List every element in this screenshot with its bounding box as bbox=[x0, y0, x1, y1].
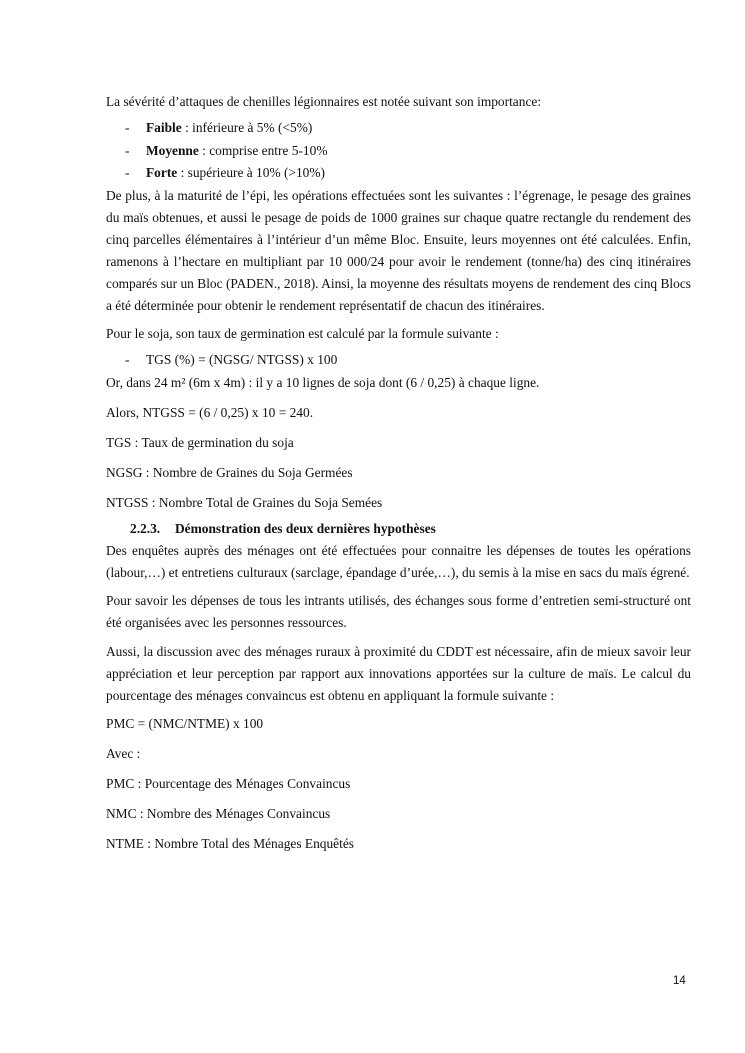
para-enquetes: Des enquêtes auprès des ménages ont été effectuées pour connaitre les dépenses de toutes les opérations (labour,…) et entretiens culturaux (sarclage, épandage d’urée,…), du semis à la mise en sacs du maïs égrené. bbox=[106, 542, 691, 580]
severity-desc: : comprise entre 5-10% bbox=[198, 142, 328, 158]
severity-intro: La sévérité d’attaques de chenilles légionnaires est notée suivant son importance: bbox=[106, 94, 542, 109]
page-number: 14 bbox=[673, 975, 686, 987]
def-nmc: NMC : Nombre des Ménages Convaincus bbox=[106, 806, 331, 821]
bullet-dash: - bbox=[125, 142, 130, 158]
pmc-formula: PMC = (NMC/NTME) x 100 bbox=[106, 716, 264, 731]
ntgss-calc: Alors, NTGSS = (6 / 0,25) x 10 = 240. bbox=[106, 404, 314, 420]
page-content bbox=[106, 91, 691, 862]
def-tgs: TGS : Taux de germination du soja bbox=[106, 434, 294, 450]
severity-item-faible bbox=[106, 117, 691, 140]
section-number: 2.2.3. bbox=[130, 520, 161, 536]
section-title: Démonstration des deux dernières hypothèses bbox=[175, 520, 436, 536]
para-discussion: Aussi, la discussion avec des ménages ruraux à proximité du CDDT est nécessaire, afin de mieux savoir leur appréciation et leur perception par rapport aux innovations apportées sur la culture de maïs. Le calcul du pourcentage des ménages convaincus est obtenu en appliquant la formule suivante : bbox=[106, 643, 691, 703]
severity-item-forte bbox=[106, 162, 691, 185]
tgs-formula-item bbox=[106, 349, 691, 372]
bullet-dash: - bbox=[125, 120, 130, 135]
def-ngsg: NGSG : Nombre de Graines du Soja Germées bbox=[106, 464, 353, 480]
avec-label: Avec : bbox=[106, 746, 141, 761]
bullet-dash: - bbox=[125, 352, 130, 367]
def-ntgss: NTGSS : Nombre Total de Graines du Soja Semées bbox=[106, 494, 383, 510]
soja-lines: Or, dans 24 m² (6m x 4m) : il y a 10 lignes de soja dont (6 / 0,25) à chaque ligne. bbox=[106, 374, 540, 390]
soja-intro: Pour le soja, son taux de germination est calculé par la formule suivante : bbox=[106, 326, 499, 341]
section-heading bbox=[106, 518, 691, 540]
severity-term: Forte bbox=[146, 165, 178, 180]
maturity-paragraph: De plus, à la maturité de l’épi, les opérations effectuées sont les suivantes : l’égrenage, le pesage des graines du maïs obtenues, et aussi le pesage de poids de 1000 graines sur chaque quatre rectangle du rendement des cinq parcelles élémentaires à l’intérieur d’un même Bloc. Ensuite, leurs moyennes ont été calculées. Enfin, ramenons à l’hectare en multipliant par 10 000/24 pour avoir le rendement (tonne/ha) des cinq itinéraires comparés sur un Bloc (PADEN., 2018). Ainsi, la moyenne des résultats moyens de rendement des cinq Blocs a été déterminée pour obtenir le rendement représentatif de chacun des itinéraires. bbox=[106, 187, 691, 313]
severity-term: Moyenne bbox=[146, 142, 199, 158]
severity-desc: : inférieure à 5% (<5%) bbox=[181, 120, 313, 135]
tgs-formula: TGS (%) = (NGSG/ NTGSS) x 100 bbox=[146, 352, 338, 367]
tgs-formula-list bbox=[106, 349, 691, 372]
severity-term: Faible bbox=[146, 120, 182, 135]
bullet-dash: - bbox=[125, 165, 130, 180]
def-pmc: PMC : Pourcentage des Ménages Convaincus bbox=[106, 776, 351, 791]
def-ntme: NTME : Nombre Total des Ménages Enquêtés bbox=[106, 836, 354, 851]
severity-list bbox=[106, 117, 691, 185]
severity-desc: : supérieure à 10% (>10%) bbox=[177, 165, 325, 180]
para-intrants: Pour savoir les dépenses de tous les intrants utilisés, des échanges sous forme d’entretien semi-structuré ont été organisées avec les personnes ressources. bbox=[106, 593, 691, 630]
severity-item-moyenne bbox=[106, 140, 691, 163]
